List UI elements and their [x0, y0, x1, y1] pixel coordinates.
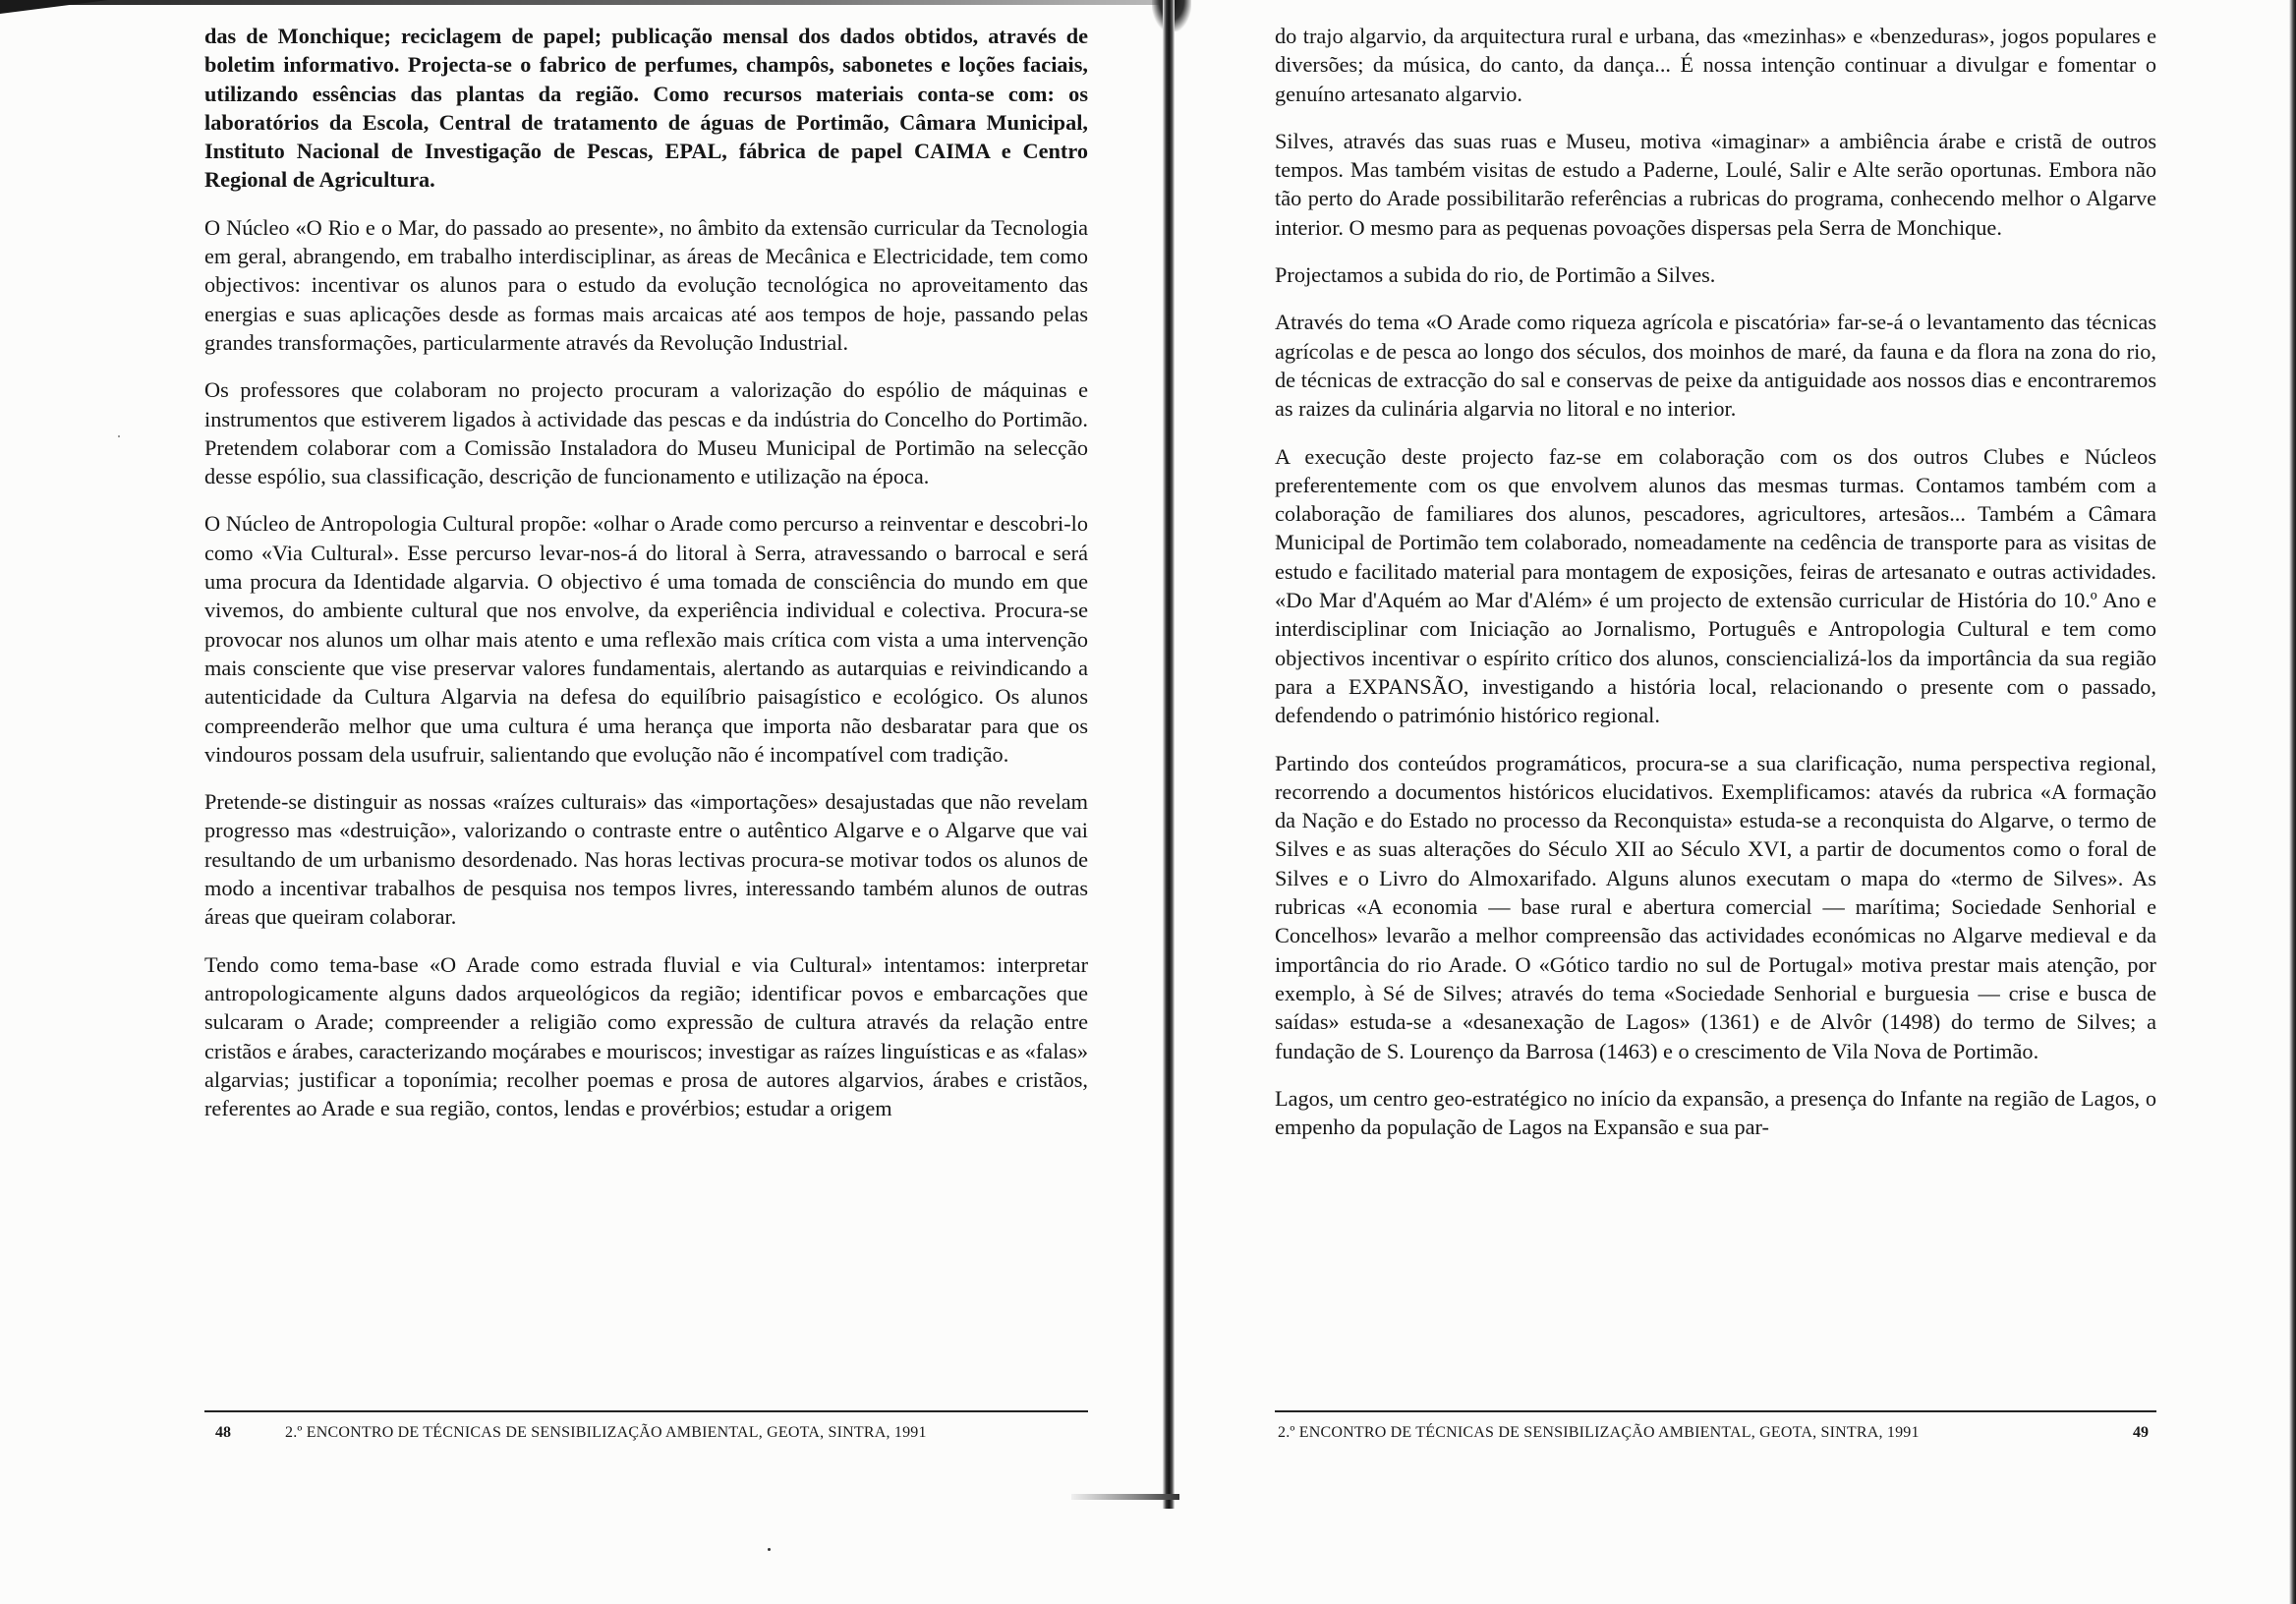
- paragraph: Tendo como tema-base «O Arade como estrada fluvial e via Cultural» intentamos: interpretar antropologicamente alguns dados arqueológicos da região; identificar povos e embarcações que sulcaram o Arade; compreender a religião como expressão de cultura através da relação entre cristãos e árabes, caracterizando moçárabes e mouriscos; investigar as raízes linguísticas e as «falas» algarvias; justificar a toponímia; recolher poemas e prosa de autores algarvios, árabes e cristãos, referentes ao Arade e sua região, contos, lendas e provérbios; estudar a origem: [204, 951, 1088, 1121]
- paragraph: Lagos, um centro geo-estratégico no início da expansão, a presença do Infante na região de Lagos, o empenho da população de Lagos na Expansão e sua par-: [1275, 1085, 2156, 1140]
- book-spine: [1163, 0, 1175, 1509]
- left-page: [204, 22, 1088, 1141]
- paragraph: Através do tema «O Arade como riqueza agrícola e piscatória» far-se-á o levantamento das técnicas agrícolas e de pesca ao longo dos séculos, dos moinhos de maré, da fauna e da flora na zona do rio, de técnicas de extracção do sal e conservas de peixe da antiguidade aos nossos dias e encontraremos as raizes da culinária algarvia no litoral e no interior.: [1275, 310, 2156, 422]
- running-footer: 2.º ENCONTRO DE TÉCNICAS DE SENSIBILIZAÇÃO AMBIENTAL, GEOTA, SINTRA, 1991: [285, 1424, 927, 1441]
- paragraph: das de Monchique; reciclagem de papel; publicação mensal dos dados obtidos, através de boletim informativo. Projecta-se o fabrico de perfumes, champôs, sabonetes e loções faciais, utilizando essências das plantas da região. Como recursos materiais conta-se com: os laboratórios da Escola, Central de tratamento de águas de Portimão, Câmara Municipal, Instituto Nacional de Investigação de Pescas, EPAL, fábrica de papel CAIMA e Centro Regional de Agricultura.: [204, 24, 1088, 193]
- page-number: 48: [215, 1424, 231, 1441]
- scan-speck: [118, 435, 120, 437]
- right-page-footer: [1275, 1410, 2156, 1444]
- scan-edge-shadow: [0, 0, 1170, 5]
- paragraph: O Núcleo «O Rio e o Mar, do passado ao presente», no âmbito da extensão curricular da Tecnologia em geral, abrangendo, em trabalho interdisciplinar, as áreas de Mecânica e Electricidade, tem como objectivos: incentivar os alunos para o estudo da evolução tecnológica no aproveitamento das energias e suas aplicações desde as formas mais arcaicas até aos tempos de hoje, passando pelas grandes transformações, particularmente através da Revolução Industrial.: [204, 214, 1088, 355]
- paragraph: Os professores que colaboram no projecto procuram a valorização do espólio de máquinas e instrumentos que estiverem ligados à actividade das pescas e da indústria do Concelho do Portimão. Pretendem colaborar com a Comissão Instaladora do Museu Municipal de Portimão na selecção desse espólio, sua classificação, descrição de funcionamento e utilização na época.: [204, 377, 1088, 489]
- paragraph: do trajo algarvio, da arquitectura rural e urbana, das «mezinhas» e «benzeduras», jogos populares e diversões; da música, do canto, da dança... É nossa intenção continuar a divulgar e fomentar o genuíno artesanato algarvio.: [1275, 24, 2156, 106]
- right-page: [1275, 22, 2156, 1160]
- running-footer: 2.º ENCONTRO DE TÉCNICAS DE SENSIBILIZAÇÃO AMBIENTAL, GEOTA, SINTRA, 1991: [1278, 1424, 1920, 1441]
- paragraph: Pretende-se distinguir as nossas «raízes culturais» das «importações» desajustadas que não revelam progresso mas «destruição», valorizando o contraste entre o autêntico Algarve e o Algarve que vai resultando de um urbanismo desordenado. Nas horas lectivas procura-se motivar todos os alunos de modo a incentivar trabalhos de pesquisa nos tempos livres, interessando também alunos de outras áreas que queiram colaborar.: [204, 789, 1088, 930]
- scan-right-edge: [2289, 0, 2296, 1604]
- scan-corner-shadow: [0, 0, 108, 14]
- paragraph: Projectamos a subida do rio, de Portimão a Silves.: [1275, 262, 1716, 288]
- paragraph: A execução deste projecto faz-se em colaboração com os dos outros Clubes e Núcleos preferentemente com os que envolvem alunos das mesmas turmas. Contamos também com a colaboração de familiares dos alunos, pescadores, agricultores, artesãos... Também a Câmara Municipal de Portimão tem colaborado, nomeadamente na cedência de transporte para as visitas de estudo e facilitado material para montagem de exposições, feiras de artesanato e outras actividades. «Do Mar d'Aquém ao Mar d'Além» é um projecto de extensão curricular de História do 10.º Ano e interdisciplinar com Iniciação ao Jornalismo, Português e Antropologia Cultural e tem como objectivos incentivar o espírito crítico dos alunos, consciencializá-los da importância da sua região para a EXPANSÃO, investigando a história local, relacionando o presente com o passado, defendendo o património histórico regional.: [1275, 443, 2156, 728]
- left-page-footer: [204, 1410, 1088, 1444]
- paragraph: O Núcleo de Antropologia Cultural propõe: «olhar o Arade como percurso a reinventar e descobri-lo como «Via Cultural». Esse percurso levar-nos-á do litoral à Serra, atravessando o barrocal e será uma procura da Identidade algarvia. O objectivo é uma tomada de consciência do mundo em que vivemos, do ambiente cultural que nos envolve, da experiência individual e colectiva. Procura-se provocar nos alunos um olhar mais atento e uma reflexão mais crítica com vista a uma intervenção mais consciente que vise preservar valores fundamentais, alertando as autarquias e reivindicando a autenticidade da Cultura Algarvia na defesa do equilíbrio paisagístico e ecológico. Os alunos compreenderão melhor que uma cultura é uma herança que importa não desbaratar para que os vindouros possam dela usufruir, salientando que evolução não é incompatível com tradição.: [204, 511, 1088, 767]
- page-number: 49: [2133, 1424, 2149, 1441]
- scan-speck: [768, 1548, 771, 1551]
- spine-shadow-foot: [1071, 1494, 1179, 1500]
- paragraph: Partindo dos conteúdos programáticos, procura-se a sua clarificação, numa perspectiva regional, recorrendo a documentos históricos elucidativos. Exemplificamos: atavés da rubrica «A formação da Nação e do Estado no processo da Reconquista» estuda-se a reconquista do Algarve, o termo de Silves e as suas alterações do Século XII ao Século XVI, a partir de documentos como o foral de Silves e o Livro do Almoxarifado. Alguns alunos executam o mapa do «termo de Silves». As rubricas «A economia — base rural e abertura comercial — marítima; Sociedade Senhorial e Concelhos» levarão a melhor compreensão das actividades económicas no Algarve medieval e da importância do rio Arade. O «Gótico tardio no sul de Portugal» motiva prestar mais atenção, por exemplo, à Sé de Silves; através do tema «Sociedade Senhorial e burguesia — crise e busca de saídas» estuda-se a «desanexação de Lagos» (1361) e de Alvôr (1498) do termo de Silves; a fundação de S. Lourenço da Barrosa (1463) e o crescimento de Vila Nova de Portimão.: [1275, 750, 2156, 1063]
- paragraph: Silves, através das suas ruas e Museu, motiva «imaginar» a ambiência árabe e cristã de outros tempos. Mas também visitas de estudo a Paderne, Loulé, Salir e Alte serão oportunas. Embora não tão perto do Arade possibilitarão referências a rubricas do programa, conhecendo melhor o Algarve interior. O mesmo para as pequenas povoações dispersas pela Serra de Monchique.: [1275, 128, 2156, 240]
